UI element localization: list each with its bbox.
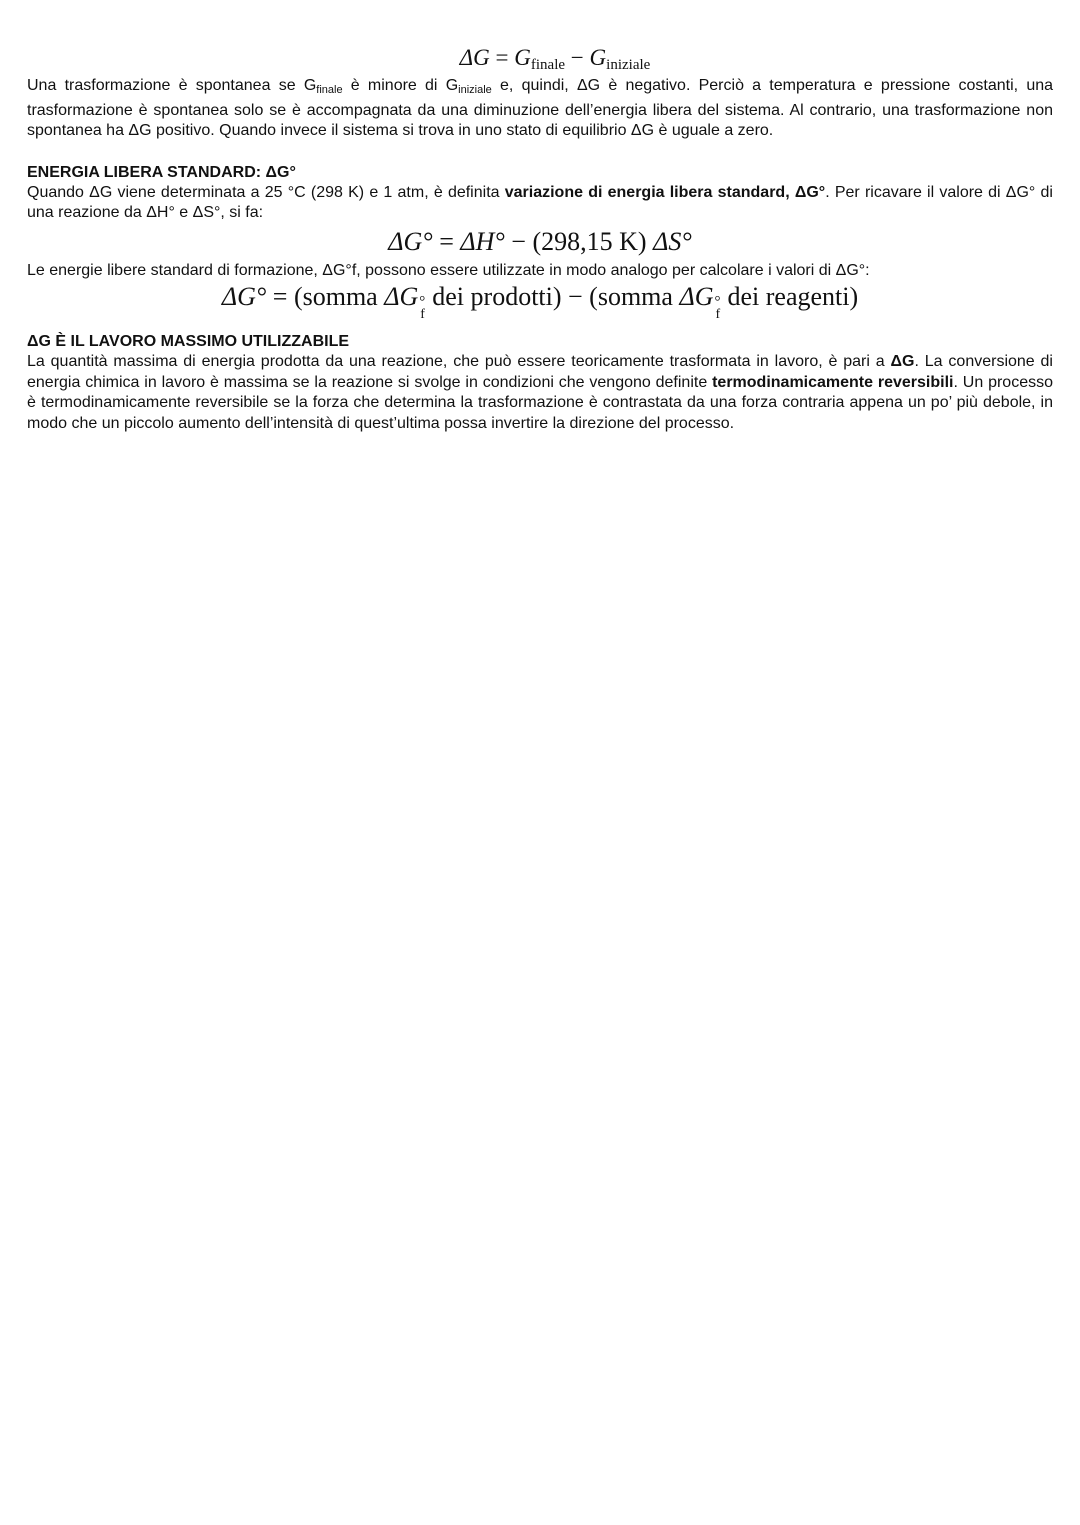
text-run: . Per ricavare il valore di ΔG° di una reazione da ΔH° e ΔS°, si fa: (27, 183, 1053, 221)
formula-minus: − (565, 45, 590, 70)
bold-term-reversibili: termodinamicamente reversibili (712, 373, 954, 391)
formula-standard-gibbs (27, 226, 1053, 257)
formula-sub-finale: finale (530, 57, 566, 73)
formula-sub-iniziale: iniziale (606, 57, 651, 73)
bold-term-standard: variazione di energia libera standard, ΔG° (504, 183, 826, 201)
text-run: La quantità massima di energia prodotta da una reazione, che può essere teoricamente trasformata in lavoro, è pari a (27, 353, 891, 371)
formula-g-initial: G (589, 45, 607, 70)
formula-end: dei reagenti) (727, 282, 859, 312)
formula-delta-g-definition (27, 44, 1053, 74)
text-run: Quando ΔG viene determinata a 25 °C (298 K) e 1 atm, è definita (27, 183, 505, 201)
text-run: e, quindi, ΔG è negativo. Perciò a temperatura e pressione costanti, una trasformazione è spontanea solo se è accompagnata da una diminuzione dell’energia libera del sistema. Al contrario, una trasformazione non spontanea ha ΔG positivo. Quando invece il sistema si trova in uno stato di equilibrio ΔG è uguale a zero. (27, 77, 1054, 139)
text-run: Una trasformazione è spontanea se G (27, 77, 317, 94)
formula-equals: = (432, 226, 461, 256)
formula-dg: ΔG° (221, 282, 267, 312)
paragraph-spontaneity (27, 76, 1053, 142)
paragraph-standard-free-energy (27, 183, 1053, 224)
formula-dgf-products: ΔG (384, 282, 419, 312)
formula-formation-sum (27, 281, 1053, 323)
formula-temperature-term: − (298,15 K) (504, 226, 654, 256)
formula-sum-products-open: = (somma (266, 282, 385, 312)
subscript-finale: finale (316, 84, 343, 96)
text-run: è minore di G (342, 77, 459, 94)
formula-dgf-reactants: ΔG (679, 282, 714, 312)
formula-ds: ΔS° (653, 226, 692, 256)
formula-dh: ΔH° (460, 226, 505, 256)
paragraph-maximum-work (27, 352, 1053, 434)
text-run: . La conversione di energia chimica in lavoro è massima se la reazione si svolge in condizioni che vengono definite (27, 353, 1053, 391)
degree-mark: ° (419, 294, 426, 311)
heading-energia-libera-standard: ENERGIA LIBERA STANDARD: ΔG° (27, 163, 296, 181)
formula-lhs: ΔG (459, 45, 490, 70)
formula-equals: = (489, 45, 515, 70)
document-content (27, 44, 1053, 434)
heading-lavoro-massimo: ΔG È IL LAVORO MASSIMO UTILIZZABILE (27, 333, 350, 351)
subscript-f: f (715, 307, 721, 323)
formula-dg: ΔG° (388, 226, 433, 256)
subscript-iniziale: iniziale (458, 84, 492, 96)
text-run: . Un processo è termodinamicamente reversibile se la forza che determina la trasformazione è contrastata da una forza contraria appena un po’ più debole, in modo che un piccolo aumento dell’intensità di quest’ultima possa invertire la direzione del processo. (27, 373, 1054, 432)
paragraph-formation-energies: Le energie libere standard di formazione, ΔG°f, possono essere utilizzate in modo analogo per calcolare i valori di ΔG°: (27, 261, 870, 279)
degree-mark: ° (714, 294, 721, 311)
bold-term-delta-g: ΔG (890, 353, 915, 371)
subscript-f: f (420, 307, 425, 323)
formula-mid: dei prodotti) − (somma (432, 282, 680, 312)
formula-g-final: G (514, 45, 531, 70)
